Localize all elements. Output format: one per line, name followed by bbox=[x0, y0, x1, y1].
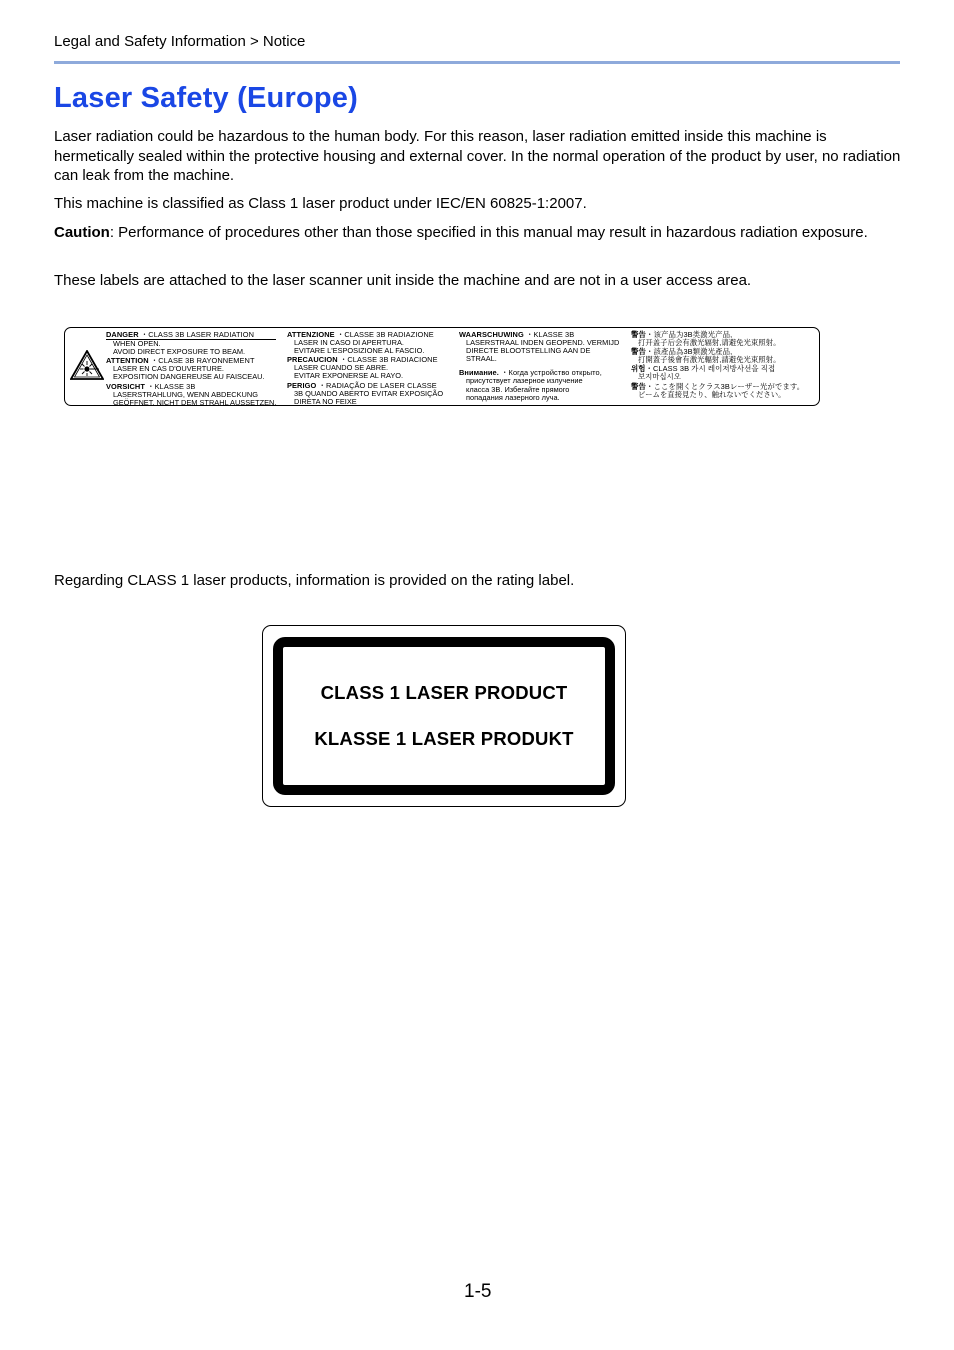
paragraph-classification: This machine is classified as Class 1 laser product under IEC/EN 60825-1:2007. bbox=[54, 195, 587, 212]
warning-text: LASERSTRAHLUNG, WENN ABDECKUNG bbox=[113, 389, 258, 399]
warning-column-dutch-russian bbox=[459, 331, 629, 403]
warning-heading: VORSICHT bbox=[106, 381, 145, 391]
warning-heading: 警告 bbox=[631, 330, 646, 339]
warning-text: ・CLASE 3B RAYONNEMENT bbox=[148, 356, 255, 366]
paragraph-caution bbox=[54, 223, 904, 243]
warning-text: LASER CUANDO SE ABRE. bbox=[294, 363, 389, 373]
warning-text: EXPOSITION DANGEREUSE AU FAISCEAU. bbox=[113, 372, 265, 382]
class1-label-german: KLASSE 1 LASER PRODUKT bbox=[314, 728, 574, 749]
warning-column-asian-languages bbox=[631, 331, 816, 400]
paragraph-laser-radiation: Laser radiation could be hazardous to the human body. For this reason, laser radiation emitted inside this machine is hermetically sealed within the protective housing and external cover. In the normal operation of the product by user, no radiation can leak from the machine. bbox=[54, 128, 901, 184]
warning-text: ・CLASSE 3B RADIACIONE bbox=[337, 355, 438, 365]
warning-text: ・KLASSE 3B bbox=[523, 330, 575, 339]
warning-text: ビームを直接見たり、触れないでください。 bbox=[638, 389, 786, 399]
caution-label: Caution bbox=[54, 224, 110, 241]
warning-text: ・CLASS 3B LASER RADIATION bbox=[138, 330, 255, 339]
warning-text: 打開蓋子後會有激光輻射,請避免光束照射。 bbox=[638, 355, 781, 365]
page-number: 1-5 bbox=[464, 1281, 492, 1302]
class1-label-english: CLASS 1 LASER PRODUCT bbox=[320, 682, 568, 703]
warning-text: STRAAL. bbox=[466, 354, 497, 364]
paragraph-labels-attached: These labels are attached to the laser scanner unit inside the machine and are not in a user access area. bbox=[54, 272, 752, 289]
caution-text: : Performance of procedures other than those specified in this manual may result in hazardous radiation exposure. bbox=[109, 224, 868, 241]
warning-text: WHEN OPEN. bbox=[113, 339, 161, 349]
warning-text: LASER EN CAS D'OUVERTURE. bbox=[113, 364, 224, 374]
warning-text: ・KLASSE 3B bbox=[145, 381, 196, 391]
warning-text: ・Когда устройство открыто, bbox=[498, 368, 602, 378]
class1-label-frame bbox=[273, 637, 615, 795]
warning-column-italian-spanish-portuguese bbox=[287, 331, 457, 407]
warning-text: ・该产品为3B类激光产品, bbox=[645, 330, 733, 339]
warning-heading: ATTENZIONE bbox=[287, 330, 335, 339]
warning-heading: DANGER bbox=[106, 330, 139, 339]
warning-heading: 위험 bbox=[631, 364, 646, 374]
warning-heading: Внимание. bbox=[459, 368, 499, 378]
warning-text: LASERSTRAAL INDEN GEOPEND. VERMIJD bbox=[466, 338, 620, 348]
warning-text: LASER IN CASO DI APERTURA. bbox=[294, 338, 404, 348]
class1-rating-label bbox=[262, 625, 626, 807]
warning-text: ・CLASS 3B 가시 레이저방사선을 직접 bbox=[645, 364, 776, 374]
warning-heading: 警告 bbox=[631, 381, 646, 391]
warning-text: EVITARE L'ESPOSIZIONE AL FASCIO. bbox=[294, 346, 425, 356]
warning-text: 打开盖子后会有激光辐射,请避免光束照射。 bbox=[638, 338, 781, 348]
warning-text: присутствует лазерное излучение bbox=[466, 376, 583, 386]
page-title: Laser Safety (Europe) bbox=[54, 82, 358, 114]
warning-text: EVITAR EXPONERSE AL RAYO. bbox=[294, 371, 404, 381]
warning-heading: PRECAUCION bbox=[287, 355, 338, 365]
laser-hazard-icon bbox=[70, 350, 104, 380]
warning-column-english-french-german bbox=[106, 331, 276, 408]
warning-heading: WAARSCHUWING bbox=[459, 330, 524, 339]
warning-text: 보지마십시오 bbox=[638, 372, 681, 382]
breadcrumb: Legal and Safety Information > Notice bbox=[54, 33, 306, 50]
warning-heading: ATTENTION bbox=[106, 356, 149, 366]
warning-text: 3B QUANDO ABERTO EVITAR EXPOSIÇÃO bbox=[294, 388, 444, 398]
warning-text: ・該產品為3B類激光產品, bbox=[645, 347, 733, 357]
warning-heading: 警告 bbox=[631, 347, 646, 357]
warning-text: ・RADIAÇÃO DE LASER CLASSE bbox=[316, 380, 437, 390]
laser-warning-label bbox=[64, 327, 820, 406]
warning-text: AVOID DIRECT EXPOSURE TO BEAM. bbox=[113, 347, 246, 357]
warning-text: GEÖFFNET. NICHT DEM STRAHL AUSSETZEN. bbox=[113, 397, 277, 407]
warning-text: DIRECTE BLOOTSTELLING AAN DE bbox=[466, 346, 591, 356]
warning-text: класса 3В. Избегайте прямого bbox=[466, 384, 570, 394]
warning-heading: PERIGO bbox=[287, 380, 317, 390]
warning-text: ・ここを開くとクラス3Bレーザー光がでます。 bbox=[645, 381, 805, 391]
warning-text: DIRETA NO FEIXE bbox=[294, 396, 357, 406]
warning-text: ・CLASSE 3B RADIAZIONE bbox=[334, 330, 434, 339]
paragraph-class1-info: Regarding CLASS 1 laser products, information is provided on the rating label. bbox=[54, 572, 575, 589]
header-divider bbox=[54, 61, 900, 64]
warning-text: попадания лазерного луча. bbox=[466, 392, 560, 402]
